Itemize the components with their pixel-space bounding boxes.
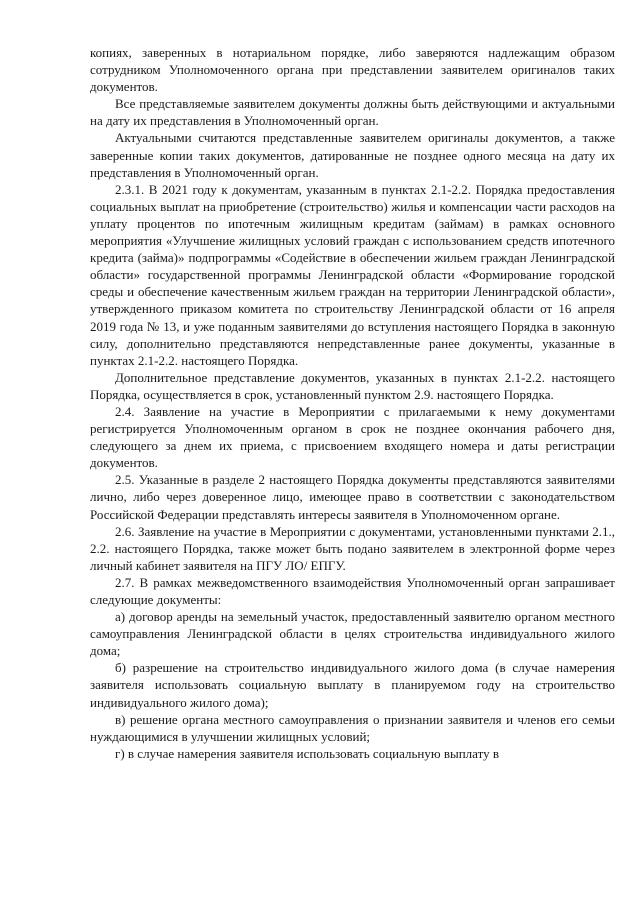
list-item-b: б) разрешение на строительство индивидуального жилого дома (в случае намерения заявителя использовать социальную выплату в планируемом году на строительство индивидуального жилого дома); — [90, 660, 615, 710]
document-page — [90, 44, 615, 762]
paragraph-2-3-1: 2.3.1. В 2021 году к документам, указанным в пунктах 2.1-2.2. Порядка предоставления социальных выплат на приобретение (строительство) жилья и компенсации части расходов на уплату процентов по ипотечным жилищным кредитам (займам) в рамках основного мероприятия «Улучшение жилищных условий граждан с использованием средств ипотечного кредита (займа)» подпрограммы «Содействие в обеспечении жильем граждан Ленинградской области» государственной программы Ленинградской области «Формирование городской среды и обеспечение качественным жильем граждан на территории Ленинградской области», утвержденного приказом комитета по строительству Ленинградской области от 16 апреля 2019 года № 13, и уже поданным заявителями до вступления настоящего Порядка в законную силу, дополнительно представляются непредставленные ранее документы, указанные в пунктах 2.1-2.2. настоящего Порядка. — [90, 181, 615, 368]
paragraph-2-5: 2.5. Указанные в разделе 2 настоящего Порядка документы представляются заявителями лично, либо через доверенное лицо, имеющее право в соответствии с законодательством Российской Федерации представлять интересы заявителя в Уполномоченном органе. — [90, 472, 615, 522]
list-item-v: в) решение органа местного самоуправления о признании заявителя и членов его семьи нуждающимися в улучшении жилищных условий; — [90, 711, 615, 744]
list-item-g: г) в случае намерения заявителя использовать социальную выплату в — [115, 745, 499, 761]
paragraph-additional-submission: Дополнительное представление документов, указанных в пунктах 2.1-2.2. настоящего Порядка, осуществляется в срок, установленный пунктом 2.9. настоящего Порядка. — [90, 369, 615, 402]
paragraph-documents-actual: Актуальными считаются представленные заявителем оригиналы документов, а также заверенные копии таких документов, датированные не позднее одного месяца на дату их представления в Уполномоченный орган. — [90, 130, 615, 180]
paragraph-2-6: 2.6. Заявление на участие в Мероприятии с документами, установленными пунктами 2.1., 2.2. настоящего Порядка, также может быть подано заявителем в электронной форме через личный кабинет заявителя на ПГУ ЛО/ ЕПГУ. — [90, 523, 615, 573]
paragraph-documents-validity: Все представляемые заявителем документы должны быть действующими и актуальными на дату их представления в Уполномоченный орган. — [90, 96, 615, 129]
paragraph-2-4: 2.4. Заявление на участие в Мероприятии с прилагаемыми к нему документами регистрируется Уполномоченным органом в срок не позднее окончания рабочего дня, следующего за днем их приема, с присвоением входящего номера и даты регистрации документов. — [90, 403, 615, 471]
list-item-a: а) договор аренды на земельный участок, предоставленный заявителю органом местного самоуправления Ленинградской области в целях строительства индивидуального жилого дома; — [90, 609, 615, 659]
paragraph-2-7: 2.7. В рамках межведомственного взаимодействия Уполномоченный орган запрашивает следующие документы: — [90, 574, 615, 607]
paragraph-continuation: копиях, заверенных в нотариальном порядке, либо заверяются надлежащим образом сотрудником Уполномоченного органа при представлении заявителем оригиналов таких документов. — [90, 45, 615, 95]
